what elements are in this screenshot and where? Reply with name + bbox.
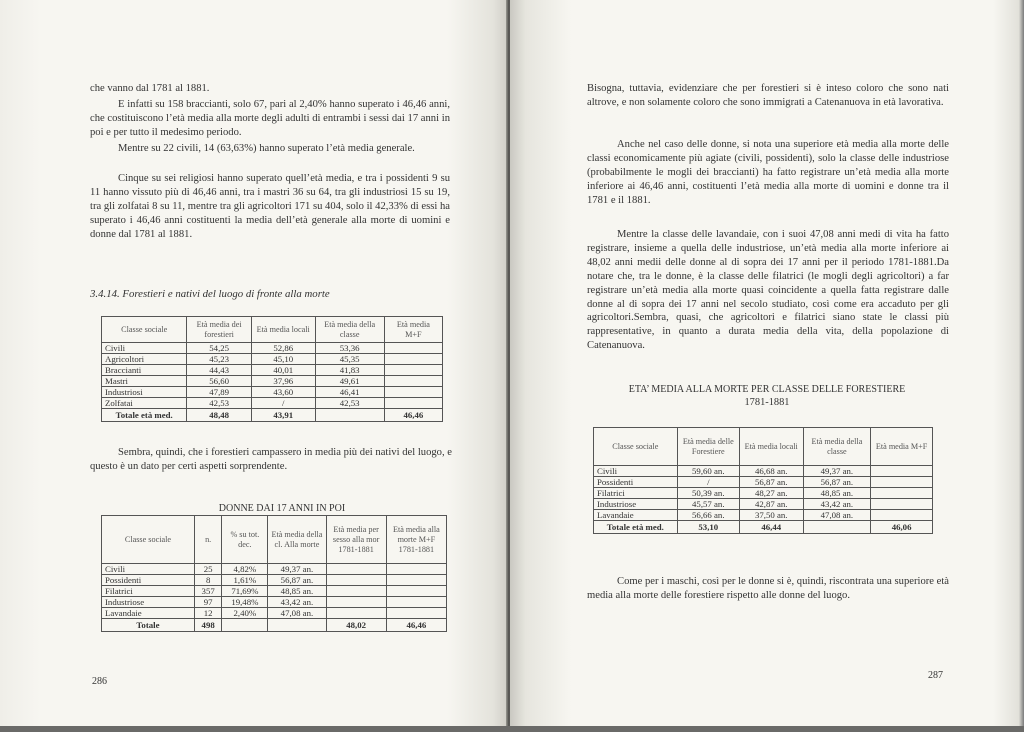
t1-cell: 46,41 (315, 387, 384, 398)
t3-cell (871, 510, 933, 521)
t3-cell: 48,27 an. (739, 488, 803, 499)
t1-cell (384, 398, 442, 409)
t2-cell (386, 564, 446, 575)
t2-total-cell: 498 (194, 619, 222, 632)
table1-header-1: Età media dei forestieri (187, 317, 251, 343)
t3-cell: 46,68 an. (739, 466, 803, 477)
t1-row (102, 387, 443, 398)
t3-cell (871, 488, 933, 499)
t1-cell: Zolfatai (102, 398, 187, 409)
table2-header-4: Età media per sesso alla mor 1781-1881 (326, 516, 386, 564)
t3-row (594, 510, 933, 521)
table2-header-0: Classe sociale (102, 516, 195, 564)
t1-cell: 56,60 (187, 376, 251, 387)
t2-total-cell (222, 619, 268, 632)
t1-cell: 49,61 (315, 376, 384, 387)
t3-total-cell: 53,10 (677, 521, 739, 534)
t2-cell: 19,48% (222, 597, 268, 608)
t3-cell: 43,42 an. (803, 499, 871, 510)
t3-row (594, 499, 933, 510)
t1-cell: 53,36 (315, 343, 384, 354)
table-forestiere (593, 427, 933, 534)
t1-cell: Civili (102, 343, 187, 354)
t3-cell: 56,66 an. (677, 510, 739, 521)
t1-cell: Mastri (102, 376, 187, 387)
t2-cell (386, 586, 446, 597)
t2-cell: 1,61% (222, 575, 268, 586)
t1-row (102, 398, 443, 409)
t2-cell (386, 608, 446, 619)
table2-header-2: % su tot. dec. (222, 516, 268, 564)
t1-cell (384, 365, 442, 376)
t1-cell: 40,01 (251, 365, 315, 376)
right-paragraph-2: Anche nel caso delle donne, si nota una superiore età media alla morte delle classi economicamente più agiate (civili, possidenti), solo la classe delle industriose (probabilmente le mogli dei braccianti) ha fatto registrare un’età media alla morte inferiore ai 46,46 anni, costituenti l’età media alla morte di uomini e donne tra il 1781 e il 1881. (587, 139, 949, 206)
table3-header-4: Età media M+F (871, 428, 933, 466)
t2-row (102, 564, 447, 575)
t2-cell: 48,85 an. (268, 586, 326, 597)
table-donne-17-anni (101, 515, 447, 632)
scan-bottom-edge (0, 726, 1024, 732)
t1-cell: 44,43 (187, 365, 251, 376)
t2-cell: 12 (194, 608, 222, 619)
t3-total-row (594, 521, 933, 534)
t3-cell: Industriose (594, 499, 678, 510)
t3-cell (871, 466, 933, 477)
table3-caption-line2: 1781-1881 (744, 397, 790, 408)
t2-cell: 8 (194, 575, 222, 586)
t1-total-cell (315, 409, 384, 422)
t2-cell: Lavandaie (102, 608, 195, 619)
table3-header-1: Età media delle Forestiere (677, 428, 739, 466)
left-paragraph-4: Cinque su sei religiosi hanno superato quell’età media, e tra i possidenti 9 su 11 hanno vissuto più di 46,46 anni, tra i mastri 36 su 64, tra gli industriosi 15 su 19, tra gli zolfatai 8 su 11, mentre tra gli agricoltori 171 su 404, solo il 42,33% di essi ha superato i 46,46 anni costituenti la media dell’età generale alla morte di uomini e donne dal 1781 al 1881. (90, 173, 450, 240)
t3-row (594, 466, 933, 477)
t3-row (594, 477, 933, 488)
t1-cell: 47,89 (187, 387, 251, 398)
t1-total-cell: 48,48 (187, 409, 251, 422)
t3-cell: Civili (594, 466, 678, 477)
left-paragraph-3: Mentre su 22 civili, 14 (63,63%) hanno superato l’età media generale. (118, 143, 415, 154)
t1-total-row (102, 409, 443, 422)
table1-header-4: Età media M+F (384, 317, 442, 343)
t2-total-cell: Totale (102, 619, 195, 632)
t1-cell (384, 354, 442, 365)
t3-cell: Lavandaie (594, 510, 678, 521)
t1-row (102, 365, 443, 376)
t3-cell: 50,39 an. (677, 488, 739, 499)
t1-row (102, 343, 443, 354)
t1-cell: 52,86 (251, 343, 315, 354)
table3-header-0: Classe sociale (594, 428, 678, 466)
t1-cell: Agricoltori (102, 354, 187, 365)
t2-cell (326, 586, 386, 597)
t2-row (102, 586, 447, 597)
t3-total-cell (803, 521, 871, 534)
t2-cell: 357 (194, 586, 222, 597)
t3-cell: 56,87 an. (739, 477, 803, 488)
t1-cell: 54,25 (187, 343, 251, 354)
t2-cell: 4,82% (222, 564, 268, 575)
t1-cell: Braccianti (102, 365, 187, 376)
t1-total-cell: Totale età med. (102, 409, 187, 422)
left-page (0, 0, 508, 732)
t2-cell: Filatrici (102, 586, 195, 597)
t1-cell: 41,83 (315, 365, 384, 376)
t1-cell (384, 376, 442, 387)
t3-cell: / (677, 477, 739, 488)
t3-row (594, 488, 933, 499)
right-paragraph-3: Mentre la classe delle lavandaie, con i suoi 47,08 anni medi di vita ha fatto registrare, insieme a quella delle industriose, un’età media alla morte inferiore ai 48,02 anni medii delle donne al di sopra dei 17 anni per il periodo 1781-1881.Da notare che, tra le donne, è la classe delle filatrici (le mogli degli agricoltori) a far registrare un’età media alla morte quasi coincidente a quella fatta registrare dalle donne al di sopra dei 17 anni nel secolo studiato, così come era accaduto per gli agricoltori.Sembra, quasi, che agricoltori e filatrici siano state le classi più rappresentative, in quanto a durata media della vita, della popolazione di Catenanuova. (587, 229, 949, 352)
t2-row (102, 575, 447, 586)
t1-cell: 45,23 (187, 354, 251, 365)
section-heading: 3.4.14. Forestieri e nativi del luogo di fronte alla morte (90, 288, 330, 300)
t3-cell: 47,08 an. (803, 510, 871, 521)
t3-cell: 59,60 an. (677, 466, 739, 477)
t1-cell: 43,60 (251, 387, 315, 398)
table1-header-3: Età media della classe (315, 317, 384, 343)
t3-total-cell: 46,06 (871, 521, 933, 534)
t1-cell: 42,53 (315, 398, 384, 409)
t2-total-cell: 46,46 (386, 619, 446, 632)
t3-cell: 42,87 an. (739, 499, 803, 510)
t3-cell (871, 499, 933, 510)
left-paragraph-2: E infatti su 158 braccianti, solo 67, pari al 2,40% hanno superato i 46,46 anni, che costituiscono l’età media alla morte degli adulti di entrambi i sessi dai 17 anni in poi e per tutto il medesimo periodo. (90, 99, 450, 138)
t1-cell: 37,96 (251, 376, 315, 387)
table3-body (594, 466, 933, 534)
t2-total-cell (268, 619, 326, 632)
t2-cell (326, 608, 386, 619)
table1-body (102, 343, 443, 422)
t2-row (102, 597, 447, 608)
table3-caption-line1: ETA’ MEDIA ALLA MORTE PER CLASSE DELLE FORESTIERE (628, 384, 906, 395)
t1-cell: / (251, 398, 315, 409)
table3-header-2: Età media locali (739, 428, 803, 466)
t1-cell: 45,10 (251, 354, 315, 365)
t2-cell: 56,87 an. (268, 575, 326, 586)
t2-cell (326, 564, 386, 575)
table2-body (102, 564, 447, 632)
t1-row (102, 354, 443, 365)
t1-cell (384, 343, 442, 354)
t1-total-cell: 43,91 (251, 409, 315, 422)
right-paragraph-1: Bisogna, tuttavia, evidenziare che per forestieri si è inteso coloro che sono nati altrove, e non solamente coloro che sono immigrati a Catenanuova in età lavorativa. (587, 83, 949, 108)
t3-cell (871, 477, 933, 488)
t1-cell: Industriosi (102, 387, 187, 398)
t3-cell: Possidenti (594, 477, 678, 488)
table2-header-5: Età media alla morte M+F 1781-1881 (386, 516, 446, 564)
table-forestieri-nativi (101, 316, 443, 422)
t2-cell (326, 597, 386, 608)
left-paragraph-1: che vanno dal 1781 al 1881. (90, 83, 210, 94)
right-page (510, 0, 1024, 732)
t2-cell: 47,08 an. (268, 608, 326, 619)
t3-cell: 49,37 an. (803, 466, 871, 477)
t2-cell: Possidenti (102, 575, 195, 586)
t2-total-cell: 48,02 (326, 619, 386, 632)
t2-cell: Civili (102, 564, 195, 575)
table1-header-0: Classe sociale (102, 317, 187, 343)
t1-cell (384, 387, 442, 398)
t2-cell: Industriose (102, 597, 195, 608)
t3-cell: 45,57 an. (677, 499, 739, 510)
t2-cell: 97 (194, 597, 222, 608)
table2-header-3: Età media della cl. Alla morte (268, 516, 326, 564)
table2-caption: DONNE DAI 17 ANNI IN POI (218, 503, 346, 514)
t1-row (102, 376, 443, 387)
right-page-number: 287 (928, 670, 943, 681)
t3-total-cell: 46,44 (739, 521, 803, 534)
left-page-number: 286 (92, 676, 107, 687)
t1-total-cell: 46,46 (384, 409, 442, 422)
table3-header-3: Età media della classe (803, 428, 871, 466)
table1-header-2: Età media locali (251, 317, 315, 343)
right-paragraph-after-table: Come per i maschi, così per le donne si è, quindi, riscontrata una superiore età media alla morte delle forestiere rispetto alle donne del luogo. (587, 576, 949, 601)
t3-cell: 56,87 an. (803, 477, 871, 488)
table2-header-1: n. (194, 516, 222, 564)
t2-cell: 2,40% (222, 608, 268, 619)
t1-cell: 45,35 (315, 354, 384, 365)
t2-cell: 25 (194, 564, 222, 575)
t3-total-cell: Totale età med. (594, 521, 678, 534)
t2-cell: 43,42 an. (268, 597, 326, 608)
left-paragraph-after-table: Sembra, quindi, che i forestieri campassero in media più dei nativi del luogo, e questo è un dato per certi aspetti sorprendente. (90, 447, 452, 472)
t1-cell: 42,53 (187, 398, 251, 409)
t2-cell (386, 575, 446, 586)
t2-row (102, 608, 447, 619)
t2-cell: 71,69% (222, 586, 268, 597)
t3-cell: Filatrici (594, 488, 678, 499)
t3-cell: 37,50 an. (739, 510, 803, 521)
t2-cell (326, 575, 386, 586)
t2-total-row (102, 619, 447, 632)
t3-cell: 48,85 an. (803, 488, 871, 499)
t2-cell (386, 597, 446, 608)
t2-cell: 49,37 an. (268, 564, 326, 575)
